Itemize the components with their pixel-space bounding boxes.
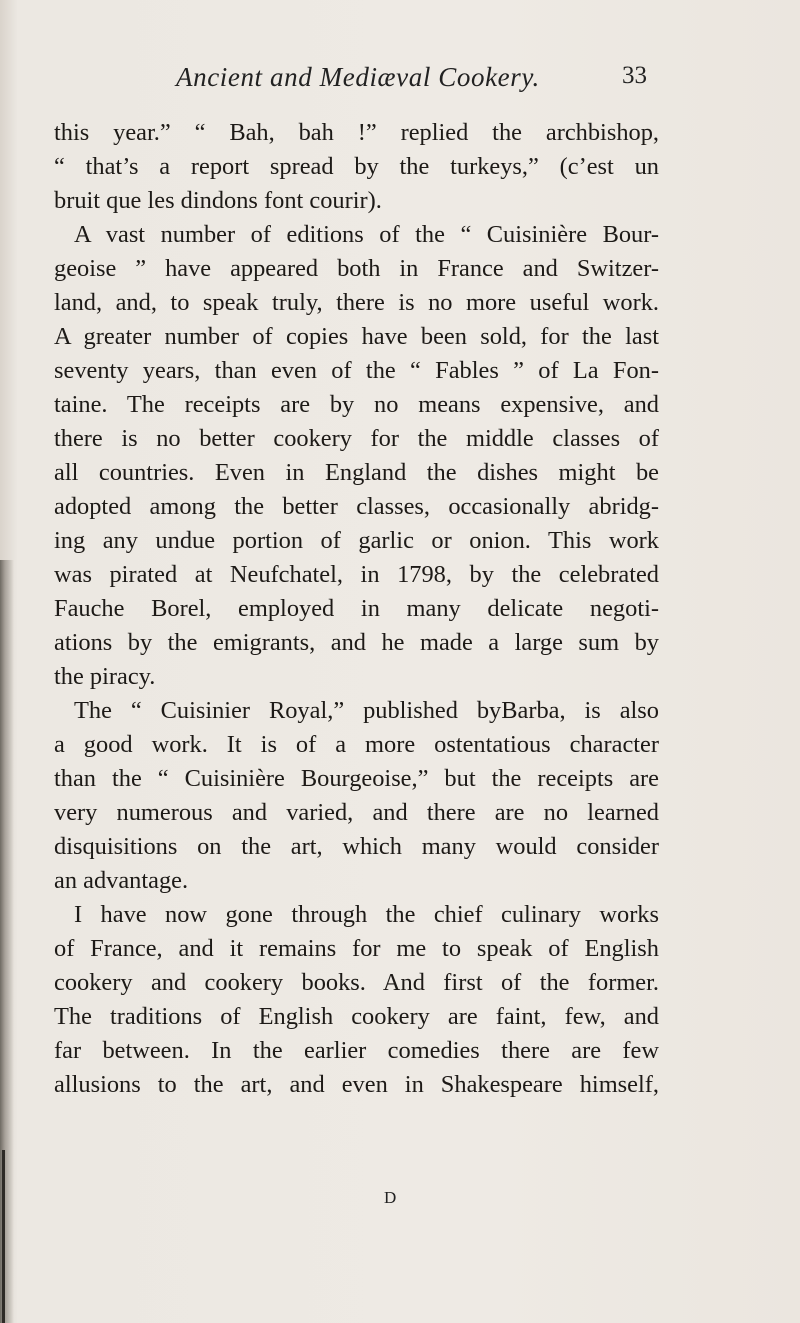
running-title: Ancient and Mediæval Cookery. bbox=[176, 62, 540, 92]
text-line: cookery and cookery books. And first of the former. bbox=[54, 969, 659, 996]
text-line: than the “ Cuisinière Bourgeoise,” but the receipts are bbox=[54, 765, 659, 792]
text-line: “ that’s a report spread by the turkeys,” (c’est un bbox=[54, 153, 659, 180]
text-line: very numerous and varied, and there are no learned bbox=[54, 799, 659, 826]
text-line: allusions to the art, and even in Shakespeare himself, bbox=[54, 1071, 659, 1098]
text-line: far between. In the earlier comedies there are few bbox=[54, 1037, 659, 1064]
text-line: of France, and it remains for me to speak of English bbox=[54, 935, 659, 962]
text-line: A vast number of editions of the “ Cuisinière Bour- bbox=[74, 221, 659, 248]
text-line: Fauche Borel, employed in many delicate negoti- bbox=[54, 595, 659, 622]
text-line: all countries. Even in England the dishes might be bbox=[54, 459, 659, 486]
text-line: a good work. It is of a more ostentatious character bbox=[54, 731, 659, 758]
text-line: this year.” “ Bah, bah !” replied the archbishop, bbox=[54, 119, 659, 146]
text-line: I have now gone through the chief culinary works bbox=[74, 901, 659, 928]
text-line: was pirated at Neufchatel, in 1798, by the celebrated bbox=[54, 561, 659, 588]
running-header bbox=[0, 62, 800, 96]
page-number: 33 bbox=[622, 62, 647, 89]
text-line: taine. The receipts are by no means expensive, and bbox=[54, 391, 659, 418]
text-line: ing any undue portion of garlic or onion. This work bbox=[54, 527, 659, 554]
text-line: A greater number of copies have been sold, for the last bbox=[54, 323, 659, 350]
text-line: The “ Cuisinier Royal,” published byBarba, is also bbox=[74, 697, 659, 724]
text-line: there is no better cookery for the middle classes of bbox=[54, 425, 659, 452]
text-line: geoise ” have appeared both in France and Switzer- bbox=[54, 255, 659, 282]
text-line: disquisitions on the art, which many would consider bbox=[54, 833, 659, 860]
binding-edge bbox=[2, 1150, 5, 1323]
body-text bbox=[54, 116, 659, 1102]
text-line: an advantage. bbox=[54, 867, 189, 894]
text-line: ations by the emigrants, and he made a large sum by bbox=[54, 629, 659, 656]
text-line: bruit que les dindons font courir). bbox=[54, 187, 382, 214]
text-line: the piracy. bbox=[54, 663, 156, 690]
text-line: seventy years, than even of the “ Fables ” of La Fon- bbox=[54, 357, 659, 384]
text-line: land, and, to speak truly, there is no more useful work. bbox=[54, 289, 659, 316]
text-line: adopted among the better classes, occasionally abridg- bbox=[54, 493, 659, 520]
signature-mark: D bbox=[384, 1188, 398, 1207]
text-line: The traditions of English cookery are faint, few, and bbox=[54, 1003, 659, 1030]
